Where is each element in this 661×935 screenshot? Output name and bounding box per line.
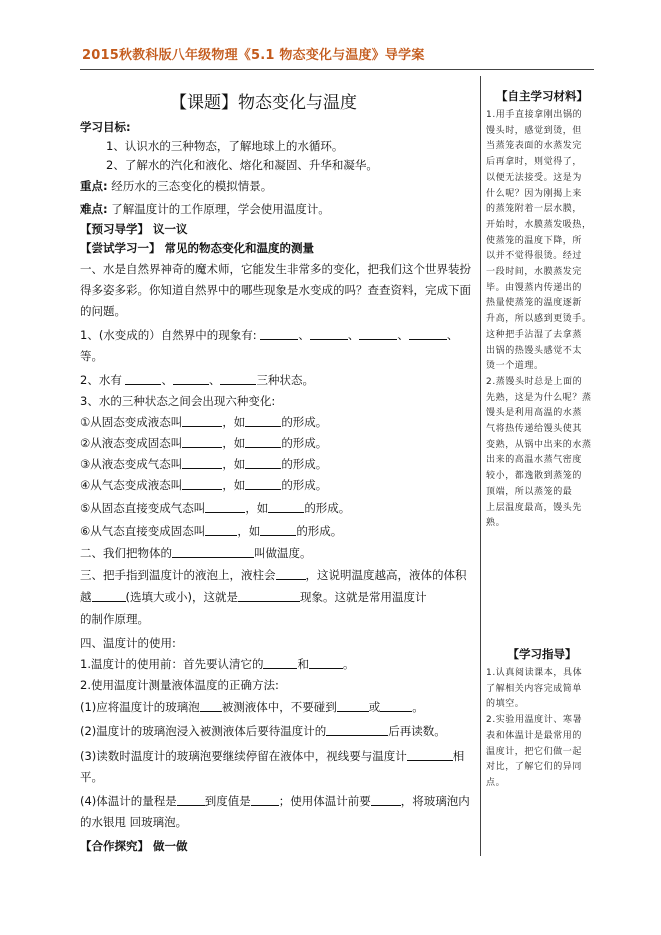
change-3-text: ③从液态变成气态叫 — [80, 457, 183, 471]
answer-blank[interactable] — [309, 657, 343, 669]
study-guide-line: 点。 — [486, 777, 506, 788]
key-text: 经历水的三态变化的模拟情景。 — [111, 179, 273, 193]
as-word: ，如 — [222, 436, 246, 450]
answer-blank[interactable] — [245, 478, 281, 490]
self-study-line: 这种把手沾湿了去拿蒸 — [486, 329, 583, 340]
key-point-row — [80, 179, 272, 193]
answer-blank[interactable] — [125, 373, 161, 385]
study-guide-line: 的填空。 — [486, 699, 525, 710]
change-row-1 — [80, 415, 327, 429]
section-2-text-b: 叫做温度。 — [254, 546, 312, 560]
study-guide-line: 对比，了解它们的异同 — [486, 762, 583, 773]
self-study-heading: 【自主学习材料】 — [496, 89, 588, 103]
answer-blank[interactable] — [200, 700, 222, 712]
change-row-4 — [80, 478, 327, 492]
self-study-line: 上层温度最高，馒头先熟。 — [486, 502, 583, 529]
answer-blank[interactable] — [251, 794, 279, 806]
use-2-step-2 — [80, 724, 446, 738]
self-study-line: 当蒸笼表面的水蒸发完 — [486, 141, 583, 152]
change-row-3 — [80, 457, 327, 471]
objective-1: 1、认识水的三种物态，了解地球上的水循环。 — [106, 139, 344, 153]
answer-blank[interactable] — [409, 328, 447, 340]
as-word: ，如 — [222, 478, 246, 492]
self-study-line: 以并不觉得很烫。经过 — [486, 251, 583, 262]
question-1-end: 等。 — [80, 349, 103, 363]
document-header-title: 2015秋教科版八年级物理《5.1 物态变化与温度》导学案 — [82, 48, 425, 63]
self-study-line: 毕。由馒蒸内传递出的 — [486, 282, 583, 293]
section-4: 四、温度计的使用: — [80, 636, 176, 650]
use-2-2-text-a: (2)温度计的玻璃泡浸入被测液体后要待温度计的 — [80, 724, 327, 738]
use-2-4-text-b: 到度值是 — [204, 794, 251, 808]
preview-heading: 【预习导学】 议一议 — [80, 222, 188, 236]
lesson-title: 【课题】物态变化与温度 — [170, 93, 357, 113]
answer-blank[interactable] — [182, 457, 222, 469]
study-guide-text — [486, 666, 598, 792]
use-2: 2.使用温度计测量液体温度的正确方法: — [80, 678, 279, 692]
self-study-line: 馒头时，感觉到烫，但 — [486, 125, 583, 136]
use-2-1-text-a: (1)应将温度计的玻璃泡 — [80, 700, 200, 714]
change-1-text: ①从固态变成液态叫 — [80, 415, 183, 429]
section-2-text-a: 二、我们把物体的 — [80, 546, 172, 560]
section-3-line1 — [80, 568, 467, 582]
question-2-text-a: 2、水有 — [80, 373, 122, 387]
formation-word: 的形成。 — [281, 436, 328, 450]
answer-blank[interactable] — [260, 524, 296, 536]
change-row-5 — [80, 501, 350, 515]
self-study-line: 2.蒸馒头时总是上面的 — [486, 376, 583, 387]
self-study-line: 什么呢？因为刚揭上来 — [486, 188, 583, 199]
change-row-6 — [80, 524, 342, 538]
use-2-4-text-a: (4)体温计的量程是 — [80, 794, 177, 808]
question-2-text-b: 三种状态。 — [256, 373, 314, 387]
as-word: ，如 — [222, 415, 246, 429]
answer-blank[interactable] — [260, 328, 298, 340]
header-rule — [80, 69, 594, 70]
section-3-text-a: 三、把手指到温度计的液泡上，液柱会 — [80, 568, 276, 582]
question-1-text: 1、(水变成的）自然界中的现象有: — [80, 328, 257, 342]
use-2-1-text-c: 或 — [368, 700, 381, 714]
study-guide-heading: 【学习指导】 — [507, 647, 577, 661]
difficulty-label: 难点: — [80, 202, 108, 216]
question-1: 1、(水变成的）自然界中的现象有: 、 、 、 、 — [80, 328, 459, 342]
self-study-line: 顶端，所以蒸笼的最 — [486, 486, 573, 497]
answer-blank[interactable] — [182, 415, 222, 427]
use-2-step-3-end: 平。 — [80, 770, 103, 784]
answer-blank[interactable] — [380, 700, 412, 712]
column-divider — [480, 76, 481, 856]
use-2-1-text-d: 。 — [412, 700, 424, 714]
answer-blank[interactable] — [276, 568, 306, 580]
answer-blank[interactable] — [205, 524, 237, 536]
self-study-line: 出来的高温水蒸气密度 — [486, 455, 583, 466]
change-5-text: ⑤从固态直接变成气态叫 — [80, 501, 206, 515]
use-2-3-text-b: 相 — [452, 749, 465, 763]
formation-word: 的形成。 — [296, 524, 343, 538]
answer-blank[interactable] — [268, 501, 304, 513]
answer-blank[interactable] — [326, 724, 388, 736]
use-2-4-text-c: ；使用体温计前要 — [278, 794, 371, 808]
use-1-text-c: 。 — [342, 657, 355, 671]
key-label: 重点: — [80, 179, 108, 193]
para1-line3: 的问题。 — [80, 304, 126, 318]
self-study-line: 热量使蒸笼的温度逐新 — [486, 298, 583, 309]
change-4-text: ④从气态变成液态叫 — [80, 478, 183, 492]
study-guide-line: 了解相关内容完成简单 — [486, 683, 583, 694]
self-study-line: 馒头是利用高温的水蒸 — [486, 408, 583, 419]
use-2-1-text-b: 被测液体中，不要碰到 — [221, 700, 337, 714]
formation-word: 的形成。 — [281, 478, 328, 492]
change-row-2 — [80, 436, 327, 450]
answer-blank[interactable] — [407, 749, 453, 761]
self-study-line: 先熟，这是为什么呢？蒸 — [486, 392, 592, 403]
question-3: 3、水的三种状态之间会出现六种变化: — [80, 394, 276, 408]
use-1-text-a: 1.温度计的使用前：首先要认清它的 — [80, 657, 264, 671]
answer-blank[interactable] — [220, 373, 256, 385]
answer-blank[interactable] — [263, 657, 297, 669]
self-study-line: 升高，所以感到更烫手。 — [486, 314, 592, 325]
self-study-text — [486, 108, 598, 532]
as-word: ，如 — [222, 457, 246, 471]
difficulty-text: 了解温度计的工作原理，学会使用温度计。 — [111, 202, 330, 216]
answer-blank[interactable] — [182, 478, 222, 490]
self-study-line: 气将热传递给馒头使其 — [486, 424, 583, 435]
answer-blank[interactable] — [245, 415, 281, 427]
formation-word: 的形成。 — [281, 457, 328, 471]
use-1-text-b: 和 — [297, 657, 309, 671]
answer-blank[interactable] — [182, 436, 222, 448]
change-2-text: ②从液态变成固态叫 — [80, 436, 183, 450]
self-study-line: 以便无法接受。这是为 — [486, 172, 583, 183]
answer-blank[interactable] — [337, 700, 369, 712]
self-study-line: 1.用手直接拿刚出锅的 — [486, 110, 583, 120]
study-guide-line: 1.认真阅读课本，具体 — [486, 668, 583, 678]
use-2-step-1 — [80, 700, 424, 714]
section-3-text-b: ，这说明温度越高，液体的体积 — [305, 568, 467, 582]
answer-blank[interactable] — [371, 794, 401, 806]
use-2-4-text-d: ，将玻璃泡内 — [400, 794, 470, 808]
self-study-line: 的蒸笼附着一层水膜， — [486, 204, 583, 215]
study-guide-line: 2.实验用温度计、寒暑 — [486, 715, 583, 726]
self-study-line: 开始时，水膜蒸发吸热， — [486, 219, 592, 230]
formation-word: 的形成。 — [304, 501, 351, 515]
change-6-text: ⑥从气态直接变成固态叫 — [80, 524, 206, 538]
section-3-text-d: (选填大或小)，这就是 — [125, 590, 238, 604]
answer-blank[interactable] — [92, 590, 126, 602]
section-3-line2 — [80, 590, 426, 604]
study-guide-line: 表和体温计是最常用的 — [486, 730, 583, 741]
as-word: ，如 — [237, 524, 261, 538]
objective-2: 2、了解水的汽化和液化、熔化和凝固、升华和凝华。 — [106, 158, 378, 172]
para1-line1: 一、水是自然界神奇的魔术师，它能发生非常多的变化，把我们这个世界装扮 — [80, 262, 471, 276]
answer-blank[interactable] — [245, 457, 281, 469]
section-3-line3: 的制作原理。 — [80, 612, 149, 626]
formation-word: 的形成。 — [281, 415, 328, 429]
self-study-line: 烫一个道理。 — [486, 361, 544, 372]
self-study-line: 较小，都逸散到蒸笼的 — [486, 471, 583, 482]
answer-blank[interactable] — [310, 328, 348, 340]
attempt-heading: 【尝试学习一】 常见的物态变化和温度的测量 — [80, 241, 315, 255]
answer-blank[interactable] — [245, 436, 281, 448]
self-study-line: 变熟，从锅中出来的水蒸 — [486, 439, 592, 450]
self-study-line: 使蒸笼的温度下降，所 — [486, 235, 583, 246]
section-3-text-c: 越 — [80, 590, 92, 604]
answer-blank[interactable] — [359, 328, 397, 340]
use-2-3-text-a: (3)读数时温度计的玻璃泡要继续停留在液体中，视线要与温度计 — [80, 749, 407, 763]
self-study-line: 一段时间，水膜蒸发完 — [486, 267, 583, 278]
use-2-step-4-end: 的水银甩 回玻璃泡。 — [80, 815, 188, 829]
use-2-step-3 — [80, 749, 464, 763]
question-2: 2、水有 、 、 三种状态。 — [80, 373, 314, 387]
cooperation-heading: 【合作探究】 做一做 — [80, 839, 188, 853]
use-2-step-4 — [80, 794, 470, 808]
objectives-label: 学习目标: — [80, 120, 131, 134]
section-3-text-e: 现象。这就是常用温度计 — [299, 590, 427, 604]
answer-blank[interactable] — [205, 501, 245, 513]
self-study-line: 后再拿时，则觉得了， — [486, 157, 583, 168]
as-word: ，如 — [245, 501, 269, 515]
answer-blank[interactable] — [238, 590, 300, 602]
section-2 — [80, 546, 312, 560]
answer-blank[interactable] — [172, 546, 254, 558]
para1-line2: 得多姿多彩。你知道自然界中的哪些现象是水变成的吗？查查资料，完成下面 — [80, 283, 471, 297]
answer-blank[interactable] — [177, 794, 205, 806]
difficulty-row — [80, 202, 330, 216]
use-2-2-text-b: 后再读数。 — [388, 724, 446, 738]
study-guide-line: 温度计，把它们做一起 — [486, 746, 583, 757]
self-study-line: 出锅的热馒头感觉不太 — [486, 345, 583, 356]
use-1 — [80, 657, 354, 671]
answer-blank[interactable] — [173, 373, 209, 385]
